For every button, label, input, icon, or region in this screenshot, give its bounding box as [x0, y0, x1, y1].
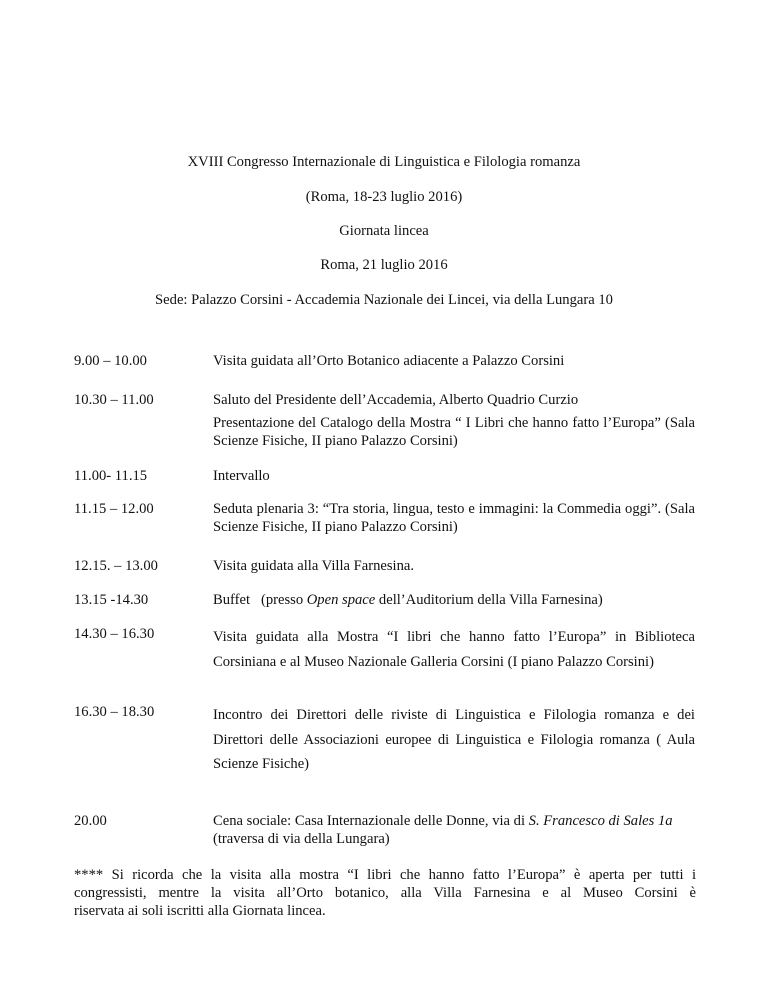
schedule-text: Intervallo [213, 468, 270, 484]
venue-line: Sede: Palazzo Corsini - Accademia Nazionale dei Lincei, via della Lungara 10 [155, 292, 613, 308]
schedule-text: Saluto del Presidente dell’Accademia, Alberto Quadrio Curzio [213, 392, 579, 408]
schedule-description [213, 812, 695, 848]
event-name: Giornata lincea [339, 223, 429, 239]
schedule-text: Seduta plenaria 3: “Tra storia, lingua, testo e immagini: la Commedia oggi”. (Sala Scienze Fisiche, II piano Palazzo Corsini) [213, 501, 695, 535]
footnote-line: congressisti, mentre la visita all’Orto botanico, alla Villa Farnesina e al Museo Corsini è [74, 885, 696, 901]
schedule-description [213, 352, 695, 370]
schedule-time: 11.00- 11.15 [74, 468, 148, 484]
schedule-text-part: Buffet (presso [213, 592, 307, 608]
schedule-description [213, 557, 695, 575]
footnote-line: **** Si ricorda che la visita alla mostra “I libri che hanno fatto l’Europa” è aperta per tutti i [74, 867, 696, 883]
schedule-time: 9.00 – 10.00 [74, 353, 147, 369]
schedule-description [213, 703, 695, 777]
congress-dates: (Roma, 18-23 luglio 2016) [305, 189, 463, 205]
schedule-text: Visita guidata all’Orto Botanico adiacente a Palazzo Corsini [213, 353, 565, 369]
schedule-time: 11.15 – 12.00 [74, 501, 154, 517]
schedule-text: Visita guidata alla Mostra “I libri che hanno fatto l’Europa” in Biblioteca Corsiniana e al Museo Nazionale Galleria Corsini (I piano Palazzo Corsini) [213, 629, 695, 670]
schedule-text [213, 591, 695, 609]
schedule-time: 13.15 -14.30 [74, 592, 149, 608]
schedule-text-part: Cena sociale: Casa Internazionale delle Donne, via di [213, 813, 529, 829]
schedule-text-part: (traversa di via della Lungara) [213, 831, 390, 847]
schedule-time: 10.30 – 11.00 [74, 392, 154, 408]
footnote [74, 866, 696, 920]
schedule-text-italic: S. Francesco di Sales 1a [528, 813, 673, 829]
schedule-time: 12.15. – 13.00 [74, 558, 158, 574]
document-title: XVIII Congresso Internazionale di Linguistica e Filologia romanza [187, 154, 581, 170]
schedule-text [213, 812, 695, 848]
schedule-description [213, 391, 695, 450]
schedule-description [213, 591, 695, 609]
schedule-text-part: dell’Auditorium della Villa Farnesina) [375, 592, 603, 608]
schedule-text-italic: Open space [306, 592, 376, 608]
schedule-text: Presentazione del Catalogo della Mostra “ I Libri che hanno fatto l’Europa” (Sala Scienze Fisiche, II piano Palazzo Corsini) [213, 415, 695, 449]
schedule-description [213, 467, 695, 485]
schedule-text: Incontro dei Direttori delle riviste di Linguistica e Filologia romanza e dei Direttori delle Associazioni europee di Linguistica e Filologia romanza ( Aula Scienze Fisiche) [213, 707, 695, 772]
footnote-line: riservata ai soli iscritti alla Giornata lincea. [74, 903, 326, 919]
schedule-description [213, 625, 695, 674]
schedule-time: 16.30 – 18.30 [74, 704, 155, 720]
schedule-time: 20.00 [74, 813, 107, 829]
schedule-text: Visita guidata alla Villa Farnesina. [213, 558, 415, 574]
schedule-time: 14.30 – 16.30 [74, 626, 155, 642]
place-and-date: Roma, 21 luglio 2016 [320, 257, 448, 273]
schedule-description [213, 500, 695, 536]
